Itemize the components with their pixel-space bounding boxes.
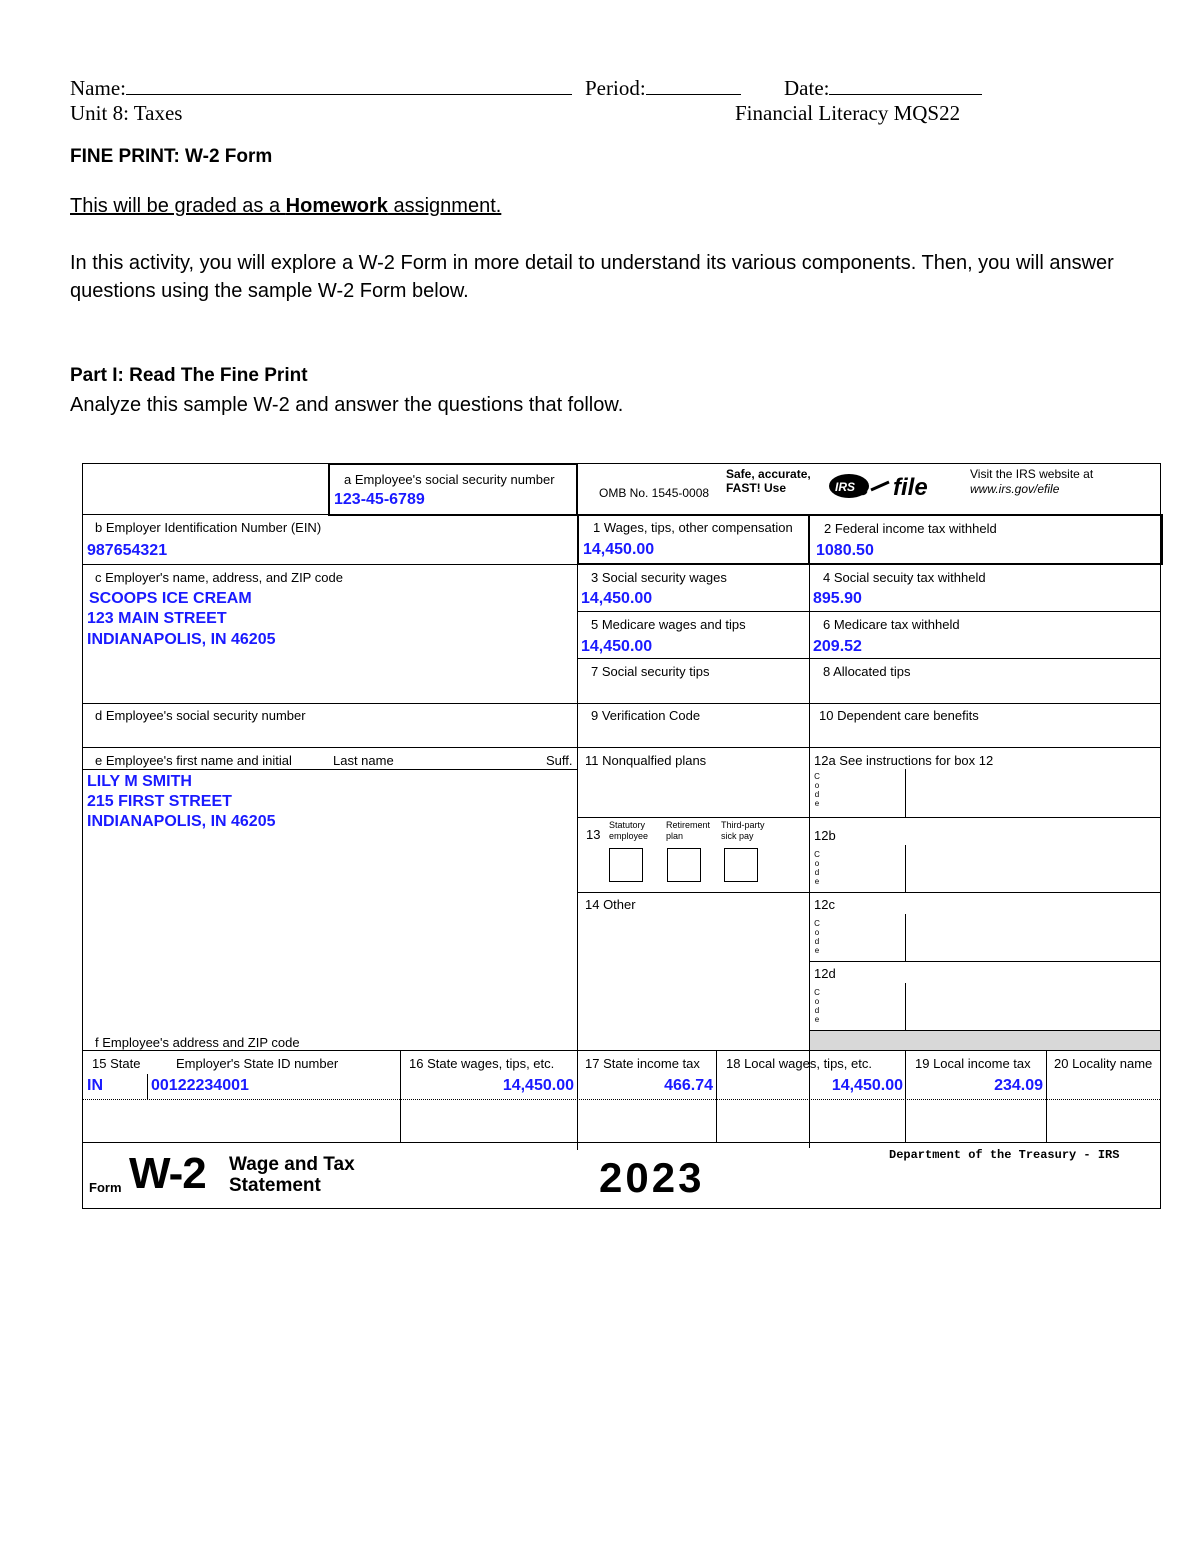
code-e: e bbox=[814, 877, 820, 886]
box11-label: 11 Nonqualfied plans bbox=[585, 753, 707, 768]
box16-label: 16 State wages, tips, etc. bbox=[409, 1056, 555, 1071]
graded-prefix: This will be graded as a bbox=[70, 195, 286, 217]
box15-label: 15 State bbox=[92, 1056, 141, 1071]
box1-frame bbox=[577, 514, 810, 565]
department-label: Department of the Treasury - IRS bbox=[889, 1148, 1120, 1162]
box-b-label: b Employer Identification Number (EIN) bbox=[95, 520, 322, 535]
box12a-code bbox=[813, 772, 821, 808]
box3-label: 3 Social security wages bbox=[591, 570, 727, 585]
intro-paragraph: In this activity, you will explore a W-2 Form in more detail to understand its various components. Then, you will answer questions using the sample W-2 Form below. bbox=[70, 252, 1114, 302]
box12b-label: 12b bbox=[814, 828, 836, 843]
unit-title: Unit 8: Taxes bbox=[70, 101, 183, 125]
statutory-1: Statutory bbox=[609, 820, 646, 830]
box1-value: 14,450.00 bbox=[583, 541, 655, 558]
code-e: e bbox=[814, 1015, 820, 1024]
retirement-checkbox[interactable] bbox=[667, 848, 701, 882]
box-e-line3: INDIANAPOLIS, IN 46205 bbox=[87, 813, 276, 830]
box-a bbox=[328, 463, 578, 516]
box2-label: 2 Federal income tax withheld bbox=[824, 521, 997, 536]
box16-value: 14,450.00 bbox=[502, 1077, 574, 1094]
period-line bbox=[585, 74, 741, 100]
box13-label: 13 bbox=[586, 827, 601, 842]
statutory-2: employee bbox=[609, 831, 649, 841]
code-d: d bbox=[814, 1006, 820, 1015]
tax-year: 2023 bbox=[599, 1154, 705, 1201]
code-d: d bbox=[814, 937, 820, 946]
code-c: C bbox=[814, 988, 820, 997]
code-o: o bbox=[814, 997, 820, 1006]
code-d: d bbox=[814, 790, 820, 799]
code-e: e bbox=[814, 799, 820, 808]
name-line bbox=[70, 74, 572, 100]
box-e-line2: 215 FIRST STREET bbox=[87, 793, 232, 810]
box12d-code bbox=[813, 988, 821, 1024]
safe-line1: Safe, accurate, bbox=[726, 467, 811, 481]
box4-label: 4 Social secuity tax withheld bbox=[823, 570, 986, 585]
box-c-line3: INDIANAPOLIS, IN 46205 bbox=[87, 631, 276, 648]
box8-label: 8 Allocated tips bbox=[823, 664, 911, 679]
date-line bbox=[784, 74, 982, 100]
box-c-label: c Employer's name, address, and ZIP code bbox=[95, 570, 343, 585]
form-name: W-2 bbox=[129, 1149, 206, 1198]
w2-form bbox=[82, 463, 1161, 1209]
code-e: e bbox=[814, 946, 820, 955]
box15-state-value: IN bbox=[87, 1077, 103, 1094]
box12d-label: 12d bbox=[814, 966, 836, 981]
statutory-checkbox[interactable] bbox=[609, 848, 643, 882]
box12c-code bbox=[813, 919, 821, 955]
code-o: o bbox=[814, 781, 820, 790]
box7-label: 7 Social security tips bbox=[591, 664, 710, 679]
safe-line2: FAST! Use bbox=[726, 481, 787, 495]
visit-line2: www.irs.gov/efile bbox=[970, 482, 1060, 496]
thirdparty-2: sick pay bbox=[721, 831, 754, 841]
box-c-line2: 123 MAIN STREET bbox=[87, 610, 227, 627]
box-f-label: f Employee's address and ZIP code bbox=[95, 1035, 300, 1050]
omb-number: OMB No. 1545-0008 bbox=[599, 486, 710, 500]
box9-label: 9 Verification Code bbox=[591, 708, 701, 723]
box4-value: 895.90 bbox=[813, 590, 862, 607]
date-field[interactable] bbox=[829, 74, 982, 95]
box12a-label: 12a See instructions for box 12 bbox=[814, 753, 994, 768]
efile-logo-icon bbox=[827, 470, 949, 502]
statement-line2: Statement bbox=[229, 1175, 321, 1196]
box1-label: 1 Wages, tips, other compensation bbox=[593, 520, 793, 535]
shaded-area bbox=[810, 1031, 1160, 1050]
graded-note bbox=[70, 192, 501, 220]
visit-line1: Visit the IRS website at bbox=[970, 467, 1094, 481]
box10-label: 10 Dependent care benefits bbox=[819, 708, 979, 723]
graded-suffix: assignment. bbox=[387, 195, 502, 217]
course-title: Financial Literacy MQS22 bbox=[735, 101, 961, 125]
period-label: Period: bbox=[585, 76, 646, 100]
box15-id-value: 00122234001 bbox=[151, 1077, 249, 1094]
part1-heading: Part I: Read The Fine Print bbox=[70, 365, 308, 386]
svg-text:e: e bbox=[855, 471, 870, 501]
box-a-label: a Employee's social security number bbox=[344, 472, 555, 487]
box19-label: 19 Local income tax bbox=[915, 1056, 1031, 1071]
statutory-label bbox=[609, 820, 648, 842]
box-e-label: e Employee's first name and initial bbox=[95, 753, 292, 768]
box2-value: 1080.50 bbox=[816, 542, 874, 559]
graded-bold: Homework bbox=[285, 195, 388, 217]
thirdparty-1: Third-party bbox=[721, 820, 765, 830]
retirement-2: plan bbox=[666, 831, 684, 841]
box20-label: 20 Locality name bbox=[1054, 1056, 1153, 1071]
retirement-1: Retirement bbox=[666, 820, 711, 830]
code-c: C bbox=[814, 850, 820, 859]
name-field[interactable] bbox=[126, 74, 572, 95]
box18-label: 18 Local wages, tips, etc. bbox=[726, 1056, 872, 1071]
box15-id-label: Employer's State ID number bbox=[176, 1056, 339, 1071]
box6-label: 6 Medicare tax withheld bbox=[823, 617, 960, 632]
efile-logo bbox=[827, 470, 949, 502]
thirdparty-label bbox=[721, 820, 765, 842]
date-label: Date: bbox=[784, 76, 830, 100]
box5-label: 5 Medicare wages and tips bbox=[591, 617, 746, 632]
box12c-label: 12c bbox=[814, 897, 835, 912]
box-e-suff-label: Suff. bbox=[546, 753, 573, 768]
code-o: o bbox=[814, 859, 820, 868]
box2 bbox=[808, 514, 1163, 565]
box-c-line1: SCOOPS ICE CREAM bbox=[89, 590, 252, 607]
statement-line1: Wage and Tax bbox=[229, 1154, 355, 1175]
period-field[interactable] bbox=[646, 74, 741, 95]
retirement-label bbox=[666, 820, 710, 842]
code-c: C bbox=[814, 772, 820, 781]
box14-label: 14 Other bbox=[585, 897, 636, 912]
box12b-code bbox=[813, 850, 821, 886]
form-word: Form bbox=[89, 1180, 122, 1195]
name-label: Name: bbox=[70, 76, 126, 100]
box-e-line1: LILY M SMITH bbox=[87, 773, 192, 790]
code-c: C bbox=[814, 919, 820, 928]
box-b-value: 987654321 bbox=[87, 542, 168, 559]
code-d: d bbox=[814, 868, 820, 877]
part1-instruction: Analyze this sample W-2 and answer the questions that follow. bbox=[70, 394, 624, 416]
box17-label: 17 State income tax bbox=[585, 1056, 700, 1071]
thirdparty-checkbox[interactable] bbox=[724, 848, 758, 882]
box17-value: 466.74 bbox=[664, 1077, 713, 1094]
code-o: o bbox=[814, 928, 820, 937]
box5-value: 14,450.00 bbox=[581, 638, 653, 655]
svg-text:file: file bbox=[893, 474, 928, 501]
page-title: FINE PRINT: W-2 Form bbox=[70, 146, 273, 167]
box3-value: 14,450.00 bbox=[581, 590, 653, 607]
box6-value: 209.52 bbox=[813, 638, 862, 655]
svg-text:IRS: IRS bbox=[835, 480, 856, 494]
box19-value: 234.09 bbox=[994, 1077, 1043, 1094]
box-a-value: 123-45-6789 bbox=[334, 491, 425, 508]
box18-value: 14,450.00 bbox=[831, 1077, 903, 1094]
box-d-label: d Employee's social security number bbox=[95, 708, 306, 723]
box-e-last-label: Last name bbox=[333, 753, 394, 768]
